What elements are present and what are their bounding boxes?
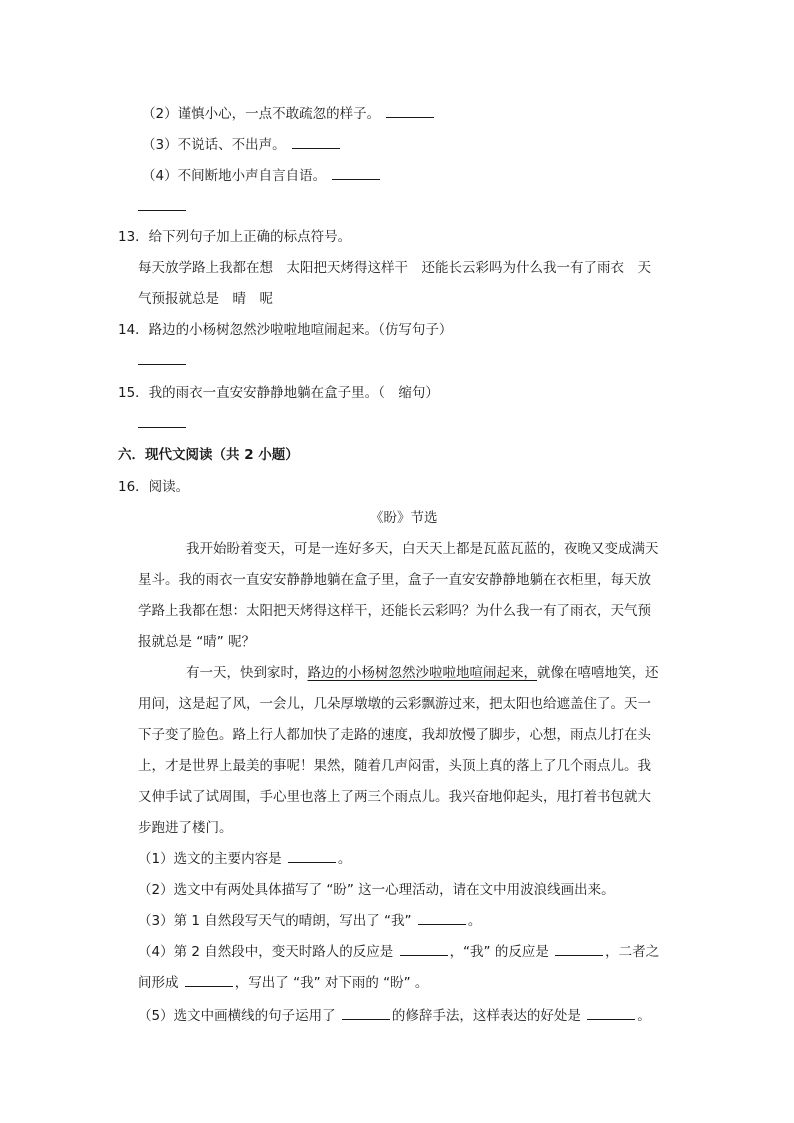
answer-blank[interactable] (555, 941, 603, 956)
q16-sub-5: （5）选文中画横线的句子运用了 的修辞手法，这样表达的好处是 。 (138, 1005, 651, 1027)
answer-blank[interactable] (342, 1005, 390, 1020)
passage-p2-line-3: 下子变了脸色。路上行人都加快了走路的速度，我却放慢了脚步，心想，雨点儿打在头 (138, 727, 651, 743)
passage-p1-line-3: 学路上我都在想：太阳把天烤得这样干，还能长云彩吗？为什么我一有了雨衣，天气预 (138, 603, 651, 619)
passage-title: 《盼》节选 (370, 510, 438, 526)
q12-item-4: （4）不间断地小声自言自语。 (142, 165, 382, 187)
q14-stem: 14．路边的小杨树忽然沙啦啦地喧闹起来。（仿写句子） (118, 322, 453, 338)
q16-sub-1: （1）选文的主要内容是 。 (138, 848, 351, 870)
passage-p1-line-4: 报就总是 “晴” 呢？ (138, 634, 256, 650)
passage-p2-line-5: 又伸手试了试周围，手心里也落上了两三个雨点儿。我兴奋地仰起头，甩打着书包就大 (138, 789, 651, 805)
q13-sentence-line-1: 每天放学路上我都在想 太阳把天烤得这样干 还能长云彩吗为什么我一有了雨衣 天 (138, 260, 651, 276)
q15-answer-line (138, 413, 186, 435)
passage-p2-line-2: 用问，这是起了风，一会儿，几朵厚墩墩的云彩飘游过来，把太阳也给遮盖住了。天一 (138, 696, 651, 712)
passage-p2-line-4: 上，才是世界上最美的事呢！果然，随着几声闷雷，头顶上真的落上了几个雨点儿。我 (138, 758, 651, 774)
answer-blank[interactable] (138, 196, 186, 211)
q12-item-3: （3）不说话、不出声。 (142, 134, 342, 156)
q16-stem: 16．阅读。 (118, 479, 190, 495)
underlined-sentence: 路边的小杨树忽然沙啦啦地喧闹起来， (307, 665, 537, 681)
answer-blank[interactable] (292, 134, 340, 149)
answer-blank[interactable] (587, 1005, 635, 1020)
answer-blank[interactable] (185, 972, 233, 987)
q16-sub-4-line-1: （4）第 2 自然段中，变天时路人的反应是 ，“我” 的反应是 ，二者之 (138, 941, 659, 963)
answer-blank[interactable] (400, 941, 448, 956)
q12-item-2: （2）谨慎小心，一点不敢疏忽的样子。 (142, 103, 436, 125)
q12-answer-line (138, 196, 186, 218)
answer-blank[interactable] (332, 165, 380, 180)
answer-blank[interactable] (288, 848, 336, 863)
passage-p1-line-2: 星斗。我的雨衣一直安安静静地躺在盒子里，盒子一直安安静静地躺在衣柜里，每天放 (138, 572, 651, 588)
q13-stem: 13．给下列句子加上正确的标点符号。 (118, 229, 352, 245)
answer-blank[interactable] (138, 413, 186, 428)
section-title: 六．现代文阅读（共 2 小题） (118, 447, 299, 463)
answer-blank[interactable] (418, 910, 466, 925)
passage-p2-line-6: 步跑进了楼门。 (138, 820, 233, 836)
q15-stem: 15．我的雨衣一直安安静静地躺在盒子里。（ 缩句） (118, 385, 439, 401)
q16-sub-2: （2）选文中有两处具体描写了 “盼” 这一心理活动，请在文中用波浪线画出来。 (138, 882, 615, 898)
answer-blank[interactable] (138, 350, 186, 365)
q16-sub-3: （3）第 1 自然段写天气的晴朗，写出了 “我” 。 (138, 910, 481, 932)
passage-p1-line-1: 我开始盼着变天，可是一连好多天，白天天上都是瓦蓝瓦蓝的，夜晚又变成满天 (186, 541, 659, 557)
answer-blank[interactable] (386, 103, 434, 118)
q16-sub-4-line-2: 间形成 ，写出了 “我” 对下雨的 “盼” 。 (138, 972, 428, 994)
q14-answer-line (138, 350, 186, 372)
q13-sentence-line-2: 气预报就总是 晴 呢 (138, 291, 273, 307)
passage-p2-line-1: 有一天，快到家时，路边的小杨树忽然沙啦啦地喧闹起来，就像在嘻嘻地笑，还 (186, 665, 659, 681)
